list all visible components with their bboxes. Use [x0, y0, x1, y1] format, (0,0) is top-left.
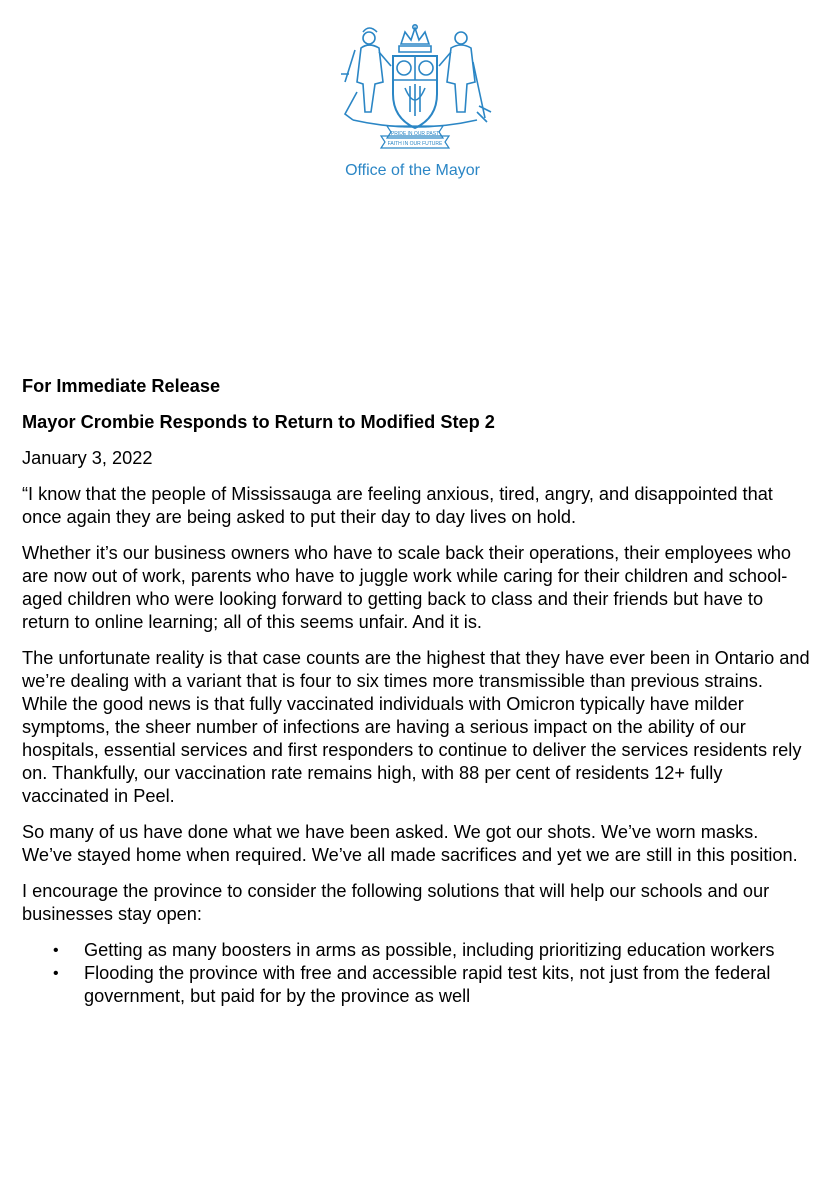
- list-item: [22, 939, 812, 962]
- list-item: [22, 962, 812, 1008]
- solutions-list: [22, 939, 812, 1008]
- release-headline: Mayor Crombie Responds to Return to Modified Step 2: [22, 412, 495, 432]
- svg-text:FAITH IN OUR FUTURE: FAITH IN OUR FUTURE: [387, 141, 443, 147]
- paragraph: Whether it’s our business owners who have to scale back their operations, their employees who are now out of work, parents who have to juggle work while caring for their children and school-aged children who were looking forward to getting back to class and their friends but have to return to online learning; all of this seems unfair. And it is.: [22, 543, 791, 632]
- office-title: Office of the Mayor: [345, 162, 480, 179]
- svg-text:PRIDE IN OUR PAST: PRIDE IN OUR PAST: [390, 131, 440, 137]
- list-item-text: Flooding the province with free and accessible rapid test kits, not just from the federal government, but paid for by the province as well: [84, 963, 771, 1006]
- bullet-icon: •: [53, 965, 59, 982]
- letterhead: [0, 0, 825, 200]
- press-release-body: [22, 375, 812, 1008]
- bullet-icon: •: [53, 942, 59, 959]
- release-date: January 3, 2022: [22, 448, 153, 468]
- paragraph: “I know that the people of Mississauga are feeling anxious, tired, angry, and disappointed that once again they are being asked to put their day to day lives on hold.: [22, 484, 773, 527]
- list-item-text: Getting as many boosters in arms as possible, including prioritizing education workers: [84, 940, 775, 960]
- release-label: For Immediate Release: [22, 376, 221, 396]
- paragraph: So many of us have done what we have been asked. We got our shots. We’ve worn masks. We’ve stayed home when required. We’ve all made sacrifices and yet we are still in this position.: [22, 822, 798, 865]
- paragraph: The unfortunate reality is that case counts are the highest that they have ever been in Ontario and we’re dealing with a variant that is four to six times more transmissible than previous strains. While the good news is that fully vaccinated individuals with Omicron typically have milder symptoms, the sheer number of infections are having a serious impact on the ability of our hospitals, essential services and first responders to continue to deliver the services residents rely on. Thankfully, our vaccination rate remains high, with 88 per cent of residents 12+ fully vaccinated in Peel.: [22, 648, 810, 806]
- paragraph: I encourage the province to consider the following solutions that will help our schools and our businesses stay open:: [22, 881, 770, 924]
- city-coat-of-arms-logo: [335, 22, 495, 152]
